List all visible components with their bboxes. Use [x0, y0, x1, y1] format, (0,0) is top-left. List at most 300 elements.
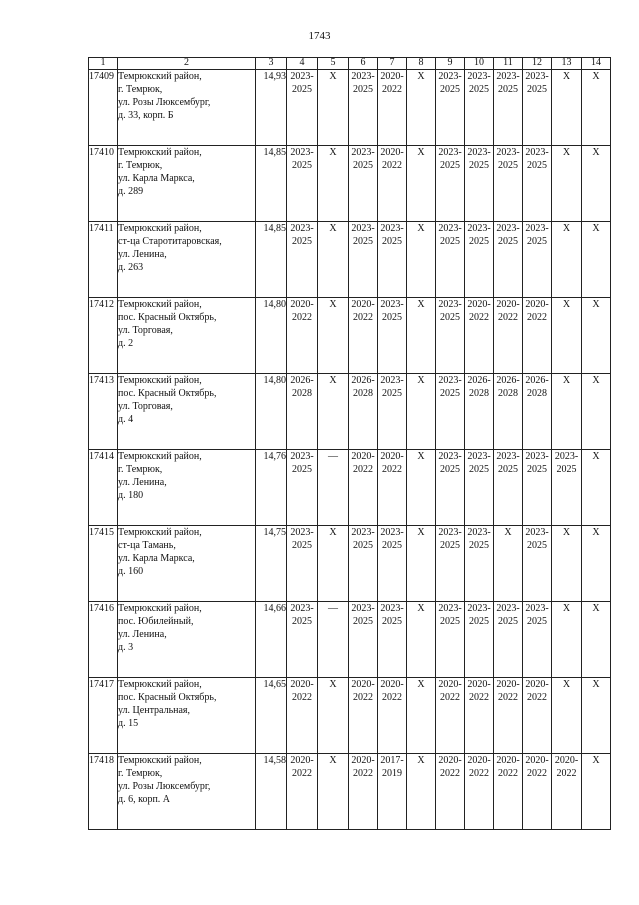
period-text: 2023- — [351, 223, 375, 234]
column-header-5: 5 — [318, 58, 349, 70]
address-line: Темрюкский район, — [118, 603, 202, 614]
work-period-cell-col-7 — [378, 374, 407, 450]
period-text: 2025 — [527, 540, 547, 551]
work-period-cell-col-12 — [523, 70, 552, 146]
work-period-cell-col-13 — [552, 450, 582, 526]
period-text: 2025 — [292, 540, 312, 551]
period-text: 2023- — [380, 603, 404, 614]
work-period-cell-col-10 — [465, 146, 494, 222]
work-period-cell-col-14 — [582, 70, 611, 146]
work-period-cell-col-8 — [407, 222, 436, 298]
period-text: 2025 — [498, 84, 518, 95]
period-text: 2025 — [440, 616, 460, 627]
work-period-cell-col-7 — [378, 450, 407, 526]
period-text: 2023- — [438, 603, 462, 614]
period-text: 2023- — [290, 223, 314, 234]
work-period-cell-col-14 — [582, 374, 611, 450]
period-text: 2022 — [353, 692, 373, 703]
work-period-cell-col-10 — [465, 678, 494, 754]
table-row — [89, 298, 611, 374]
period-text: 2023- — [438, 223, 462, 234]
work-period-cell-col-4 — [287, 602, 318, 678]
period-text: 2020- — [351, 755, 375, 766]
work-period-cell-col-4 — [287, 678, 318, 754]
period-text: X — [562, 223, 571, 234]
work-period-cell-col-7 — [378, 222, 407, 298]
work-period-cell-col-12 — [523, 298, 552, 374]
record-number: 17415 — [89, 526, 118, 602]
period-text: X — [417, 755, 425, 766]
period-text: 2025 — [382, 616, 402, 627]
work-period-cell-col-14 — [582, 754, 611, 830]
period-text: X — [562, 375, 571, 386]
work-period-cell-col-7 — [378, 146, 407, 222]
period-text: 2023- — [467, 527, 491, 538]
period-text: X — [592, 299, 600, 310]
period-text: X — [329, 299, 337, 310]
column-header-13: 13 — [552, 58, 582, 70]
period-text: X — [592, 679, 600, 690]
work-period-cell-col-12 — [523, 222, 552, 298]
address-line: д. 15 — [118, 718, 139, 729]
work-period-cell-col-10 — [465, 70, 494, 146]
work-period-cell-col-6 — [349, 602, 378, 678]
period-text: 2025 — [353, 160, 373, 171]
work-period-cell-col-9 — [436, 298, 465, 374]
period-text: 2023- — [351, 147, 375, 158]
period-text: 2023- — [525, 603, 549, 614]
work-period-cell-col-11 — [494, 526, 523, 602]
period-text: X — [329, 375, 337, 386]
work-period-cell-col-8 — [407, 526, 436, 602]
work-period-cell-col-13 — [552, 602, 582, 678]
work-period-cell-col-13 — [552, 526, 582, 602]
work-period-cell-col-9 — [436, 450, 465, 526]
address-cell — [118, 754, 256, 830]
period-text: 2022 — [382, 464, 402, 475]
period-text: 2022 — [292, 312, 312, 323]
address-line: д. 289 — [118, 186, 144, 197]
table-row — [89, 678, 611, 754]
area-value: 14,80 — [256, 374, 287, 450]
work-period-cell-col-12 — [523, 374, 552, 450]
address-line: д. 3 — [118, 642, 134, 653]
period-text: 2020- — [525, 755, 549, 766]
period-text: 2025 — [556, 464, 577, 475]
work-period-cell-col-5 — [318, 450, 349, 526]
address-line: Темрюкский район, — [118, 679, 202, 690]
address-cell — [118, 146, 256, 222]
work-period-cell-col-4 — [287, 146, 318, 222]
record-number: 17413 — [89, 374, 118, 450]
period-text: 2025 — [498, 616, 518, 627]
period-text: 2020- — [525, 299, 549, 310]
work-period-cell-col-6 — [349, 146, 378, 222]
address-line: г. Темрюк, — [118, 84, 163, 95]
area-value: 14,58 — [256, 754, 287, 830]
period-text: 2023- — [438, 71, 462, 82]
period-text: 2020- — [351, 679, 375, 690]
address-cell — [118, 374, 256, 450]
work-period-cell-col-14 — [582, 222, 611, 298]
work-period-cell-col-8 — [407, 450, 436, 526]
column-header-8: 8 — [407, 58, 436, 70]
area-value: 14,85 — [256, 222, 287, 298]
period-text: X — [329, 679, 337, 690]
period-text: 2022 — [498, 312, 518, 323]
period-text: 2026- — [496, 375, 520, 386]
work-period-cell-col-11 — [494, 298, 523, 374]
period-text: — — [328, 451, 338, 462]
period-text: 2023- — [351, 527, 375, 538]
record-number: 17411 — [89, 222, 118, 298]
area-value: 14,66 — [256, 602, 287, 678]
period-text: 2019 — [382, 768, 402, 779]
address-cell — [118, 526, 256, 602]
period-text: 2025 — [469, 540, 489, 551]
address-line: Темрюкский район, — [118, 147, 202, 158]
period-text: 2025 — [440, 312, 460, 323]
period-text: 2023- — [525, 223, 549, 234]
work-period-cell-col-10 — [465, 602, 494, 678]
period-text: 2025 — [353, 616, 373, 627]
period-text: 2022 — [469, 692, 489, 703]
period-text: 2025 — [498, 464, 518, 475]
address-cell — [118, 678, 256, 754]
work-period-cell-col-12 — [523, 602, 552, 678]
work-period-cell-col-13 — [552, 146, 582, 222]
period-text: X — [562, 527, 571, 538]
work-period-cell-col-8 — [407, 298, 436, 374]
period-text: X — [592, 71, 600, 82]
work-period-cell-col-11 — [494, 678, 523, 754]
period-text: 2022 — [527, 312, 547, 323]
period-text: 2026- — [290, 375, 314, 386]
period-text: 2023- — [380, 375, 404, 386]
period-text: 2025 — [498, 236, 518, 247]
work-period-cell-col-5 — [318, 678, 349, 754]
address-line: д. 263 — [118, 262, 144, 273]
period-text: 2022 — [527, 692, 547, 703]
address-line: ул. Розы Люксембург, — [118, 97, 211, 108]
period-text: X — [504, 527, 512, 538]
address-cell — [118, 450, 256, 526]
period-text: 2025 — [382, 388, 402, 399]
period-text: 2025 — [292, 464, 312, 475]
period-text: 2020- — [380, 451, 404, 462]
period-text: 2023- — [290, 147, 314, 158]
work-period-cell-col-5 — [318, 70, 349, 146]
period-text: X — [562, 603, 571, 614]
period-text: 2025 — [469, 84, 489, 95]
table-row — [89, 754, 611, 830]
period-text: X — [417, 603, 425, 614]
work-period-cell-col-9 — [436, 146, 465, 222]
work-period-cell-col-11 — [494, 70, 523, 146]
work-period-cell-col-13 — [552, 678, 582, 754]
area-value: 14,76 — [256, 450, 287, 526]
address-cell — [118, 298, 256, 374]
work-period-cell-col-4 — [287, 222, 318, 298]
work-period-cell-col-4 — [287, 298, 318, 374]
work-period-cell-col-11 — [494, 146, 523, 222]
period-text: 2022 — [498, 768, 518, 779]
address-line: ст-ца Тамань, — [118, 540, 176, 551]
period-text: X — [417, 679, 425, 690]
period-text: 2025 — [469, 616, 489, 627]
period-text: 2023- — [467, 71, 491, 82]
period-text: 2025 — [440, 540, 460, 551]
period-text: X — [329, 223, 337, 234]
work-period-cell-col-12 — [523, 526, 552, 602]
work-period-cell-col-7 — [378, 526, 407, 602]
period-text: X — [417, 71, 425, 82]
area-value: 14,85 — [256, 146, 287, 222]
period-text: 2023- — [290, 451, 314, 462]
work-period-cell-col-4 — [287, 374, 318, 450]
period-text: 2023- — [467, 147, 491, 158]
address-line: ул. Торговая, — [118, 401, 173, 412]
period-text: 2022 — [469, 768, 489, 779]
period-text: 2028 — [498, 388, 518, 399]
period-text: X — [329, 71, 337, 82]
period-text: 2025 — [353, 84, 373, 95]
period-text: X — [592, 223, 600, 234]
period-text: 2023- — [525, 71, 549, 82]
address-line: Темрюкский район, — [118, 71, 202, 82]
work-period-cell-col-6 — [349, 678, 378, 754]
record-number: 17412 — [89, 298, 118, 374]
work-period-cell-col-11 — [494, 450, 523, 526]
record-number: 17417 — [89, 678, 118, 754]
period-text: X — [592, 147, 600, 158]
period-text: 2023- — [438, 375, 462, 386]
work-period-cell-col-10 — [465, 754, 494, 830]
period-text: 2026- — [351, 375, 375, 386]
period-text: 2022 — [556, 768, 577, 779]
work-period-cell-col-9 — [436, 754, 465, 830]
column-header-3: 3 — [256, 58, 287, 70]
period-text: 2025 — [527, 236, 547, 247]
period-text: 2025 — [527, 160, 547, 171]
period-text: 2025 — [440, 84, 460, 95]
period-text: X — [592, 755, 600, 766]
work-period-cell-col-5 — [318, 222, 349, 298]
period-text: 2020- — [467, 299, 491, 310]
period-text: 2023- — [438, 527, 462, 538]
work-period-cell-col-8 — [407, 754, 436, 830]
work-period-cell-col-6 — [349, 754, 378, 830]
work-period-cell-col-13 — [552, 70, 582, 146]
period-text: X — [562, 299, 571, 310]
period-text: 2020- — [380, 679, 404, 690]
address-line: ул. Торговая, — [118, 325, 173, 336]
work-period-cell-col-10 — [465, 374, 494, 450]
address-line: д. 6, корп. А — [118, 794, 171, 805]
period-text: 2025 — [527, 84, 547, 95]
column-number-header-row — [89, 58, 611, 70]
period-text: 2023- — [496, 71, 520, 82]
period-text: X — [329, 755, 337, 766]
work-period-cell-col-7 — [378, 70, 407, 146]
housing-register-table — [88, 57, 611, 830]
period-text: 2023- — [351, 603, 375, 614]
period-text: 2022 — [382, 160, 402, 171]
work-period-cell-col-5 — [318, 374, 349, 450]
work-period-cell-col-12 — [523, 146, 552, 222]
period-text: 2025 — [292, 84, 312, 95]
period-text: — — [328, 603, 338, 614]
period-text: X — [417, 527, 425, 538]
period-text: X — [329, 147, 337, 158]
address-line: г. Темрюк, — [118, 768, 163, 779]
period-text: 2020- — [351, 451, 375, 462]
work-period-cell-col-5 — [318, 298, 349, 374]
address-cell — [118, 70, 256, 146]
period-text: 2025 — [382, 236, 402, 247]
work-period-cell-col-10 — [465, 298, 494, 374]
period-text: 2026- — [467, 375, 491, 386]
record-number: 17410 — [89, 146, 118, 222]
address-line: Темрюкский район, — [118, 527, 202, 538]
work-period-cell-col-10 — [465, 222, 494, 298]
period-text: 2020- — [496, 299, 520, 310]
address-line: Темрюкский район, — [118, 451, 202, 462]
work-period-cell-col-6 — [349, 70, 378, 146]
period-text: 2023- — [438, 147, 462, 158]
period-text: 2025 — [527, 464, 547, 475]
address-line: ул. Розы Люксембург, — [118, 781, 211, 792]
work-period-cell-col-9 — [436, 678, 465, 754]
period-text: 2023- — [438, 299, 462, 310]
column-header-12: 12 — [523, 58, 552, 70]
address-line: ул. Ленина, — [118, 477, 167, 488]
work-period-cell-col-14 — [582, 678, 611, 754]
period-text: 2020- — [351, 299, 375, 310]
period-text: 2028 — [527, 388, 547, 399]
period-text: 2020- — [290, 679, 314, 690]
period-text: 2023- — [496, 223, 520, 234]
period-text: 2020- — [525, 679, 549, 690]
period-text: 2023- — [525, 147, 549, 158]
work-period-cell-col-4 — [287, 526, 318, 602]
table-row — [89, 602, 611, 678]
address-line: ст-ца Старотитаровская, — [118, 236, 222, 247]
period-text: 2023- — [380, 299, 404, 310]
work-period-cell-col-13 — [552, 754, 582, 830]
period-text: 2023- — [496, 147, 520, 158]
period-text: 2023- — [496, 451, 520, 462]
work-period-cell-col-6 — [349, 450, 378, 526]
work-period-cell-col-5 — [318, 526, 349, 602]
work-period-cell-col-10 — [465, 450, 494, 526]
period-text: 2022 — [292, 692, 312, 703]
period-text: 2023- — [380, 223, 404, 234]
period-text: 2023- — [467, 223, 491, 234]
period-text: 2025 — [292, 160, 312, 171]
period-text: 2022 — [527, 768, 547, 779]
work-period-cell-col-11 — [494, 602, 523, 678]
period-text: 2020- — [496, 755, 520, 766]
work-period-cell-col-5 — [318, 754, 349, 830]
work-period-cell-col-6 — [349, 222, 378, 298]
work-period-cell-col-5 — [318, 602, 349, 678]
work-period-cell-col-8 — [407, 602, 436, 678]
period-text: 2023- — [525, 527, 549, 538]
address-line: г. Темрюк, — [118, 160, 163, 171]
period-text: X — [562, 71, 571, 82]
period-text: 2023- — [290, 527, 314, 538]
period-text: 2020- — [467, 755, 491, 766]
address-line: ул. Ленина, — [118, 249, 167, 260]
period-text: 2023- — [351, 71, 375, 82]
column-header-10: 10 — [465, 58, 494, 70]
work-period-cell-col-6 — [349, 526, 378, 602]
period-text: 2025 — [292, 616, 312, 627]
area-value: 14,80 — [256, 298, 287, 374]
period-text: 2022 — [498, 692, 518, 703]
work-period-cell-col-12 — [523, 754, 552, 830]
address-cell — [118, 222, 256, 298]
period-text: 2020- — [496, 679, 520, 690]
period-text: 2025 — [353, 236, 373, 247]
address-line: ул. Центральная, — [118, 705, 191, 716]
address-line: д. 2 — [118, 338, 134, 349]
period-text: 2022 — [440, 692, 460, 703]
work-period-cell-col-9 — [436, 526, 465, 602]
period-text: 2028 — [353, 388, 373, 399]
period-text: 2025 — [292, 236, 312, 247]
period-text: 2020- — [290, 755, 314, 766]
period-text: X — [417, 299, 425, 310]
period-text: 2020- — [380, 147, 404, 158]
work-period-cell-col-4 — [287, 70, 318, 146]
work-period-cell-col-13 — [552, 222, 582, 298]
table-row — [89, 222, 611, 298]
work-period-cell-col-7 — [378, 602, 407, 678]
address-line: г. Темрюк, — [118, 464, 163, 475]
period-text: 2023- — [290, 603, 314, 614]
work-period-cell-col-14 — [582, 146, 611, 222]
work-period-cell-col-14 — [582, 526, 611, 602]
table-row — [89, 526, 611, 602]
work-period-cell-col-7 — [378, 298, 407, 374]
work-period-cell-col-14 — [582, 450, 611, 526]
work-period-cell-col-9 — [436, 70, 465, 146]
period-text: 2025 — [498, 160, 518, 171]
address-line: Темрюкский район, — [118, 299, 202, 310]
period-text: 2020- — [554, 755, 579, 766]
period-text: X — [417, 147, 425, 158]
address-line: ул. Карла Маркса, — [118, 553, 195, 564]
address-line: д. 180 — [118, 490, 144, 501]
column-header-2: 2 — [118, 58, 256, 70]
column-header-14: 14 — [582, 58, 611, 70]
work-period-cell-col-12 — [523, 678, 552, 754]
work-period-cell-col-13 — [552, 374, 582, 450]
period-text: 2025 — [353, 540, 373, 551]
address-line: Темрюкский район, — [118, 755, 202, 766]
work-period-cell-col-12 — [523, 450, 552, 526]
work-period-cell-col-8 — [407, 146, 436, 222]
period-text: 2025 — [382, 540, 402, 551]
period-text: 2028 — [292, 388, 312, 399]
period-text: 2020- — [380, 71, 404, 82]
work-period-cell-col-14 — [582, 298, 611, 374]
period-text: X — [562, 679, 571, 690]
period-text: 2023- — [467, 603, 491, 614]
address-line: пос. Красный Октябрь, — [118, 692, 217, 703]
